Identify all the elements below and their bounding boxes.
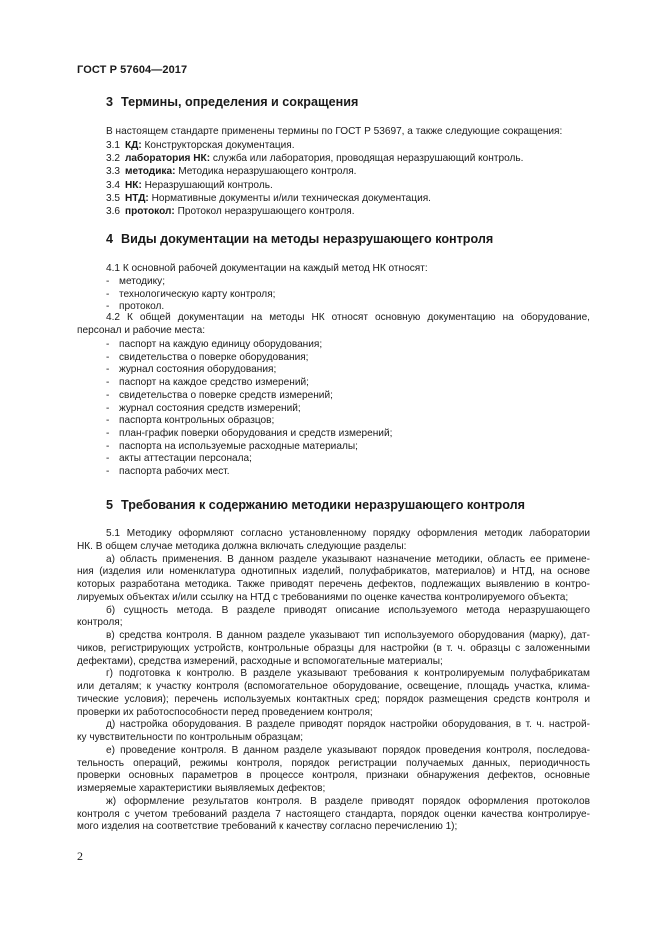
- list-item-text: план-график поверки оборудования и средств измерений;: [119, 427, 393, 439]
- list-item-text: методику;: [119, 276, 166, 287]
- term: лаборатория НК:: [125, 153, 211, 165]
- list-item: [106, 140, 295, 152]
- list-item-text: акты аттестации персонала;: [119, 453, 252, 465]
- text-line: тельность операций, режимы контроля, порядок регистрации получаемых данных, периодичность: [77, 757, 590, 769]
- section-4-title: Виды документации на методы неразрушающего контроля: [121, 232, 494, 246]
- dash-marker: -: [106, 427, 110, 439]
- text-line: е) проведение контроля. В данном разделе указывают порядок проведения контроля, последова-: [106, 744, 590, 756]
- section-3-intro: В настоящем стандарте применены термины по ГОСТ Р 53697, а также следующие сокращения:: [106, 126, 563, 137]
- text-line: НК. В общем случае методика должна включать следующие разделы:: [77, 540, 407, 552]
- term: протокол:: [125, 206, 175, 217]
- text-line: измеряемые характеристики выявляемых дефектов;: [77, 783, 326, 794]
- text-line: контроля;: [77, 617, 123, 629]
- paragraph-4-2-line2: персонал и рабочие места:: [77, 325, 206, 336]
- section-5-title: Требования к содержанию методики неразрушающего контроля: [121, 498, 525, 512]
- item-number: 3.6: [106, 206, 121, 217]
- list-item: [106, 441, 358, 453]
- standard-header: ГОСТ Р 57604—2017: [77, 64, 188, 76]
- text-line: лируемых объектах и/или ссылку на НТД с требованиями по оценке качества контролируемого объекта;: [77, 591, 569, 603]
- list-item: [106, 289, 275, 301]
- item-number: 3.4: [106, 179, 121, 191]
- text-line: дефектами), средства измерений, расходные и вспомогательные материалы;: [77, 655, 443, 667]
- term: НК:: [125, 179, 142, 191]
- item-number: 3.3: [106, 166, 121, 178]
- section-3-number: 3: [106, 95, 114, 109]
- text-line: б) сущность метода. В разделе приводят описание используемого метода неразрушающего: [106, 604, 590, 616]
- list-item-text: паспорт на каждое средство измерений;: [119, 377, 309, 389]
- text-line: ку чувствительности по контрольным образцам;: [77, 732, 304, 743]
- list-item: [106, 415, 274, 427]
- text-line: чиков, регистрирующих устройств, контрольные образцы для настройки (в т. ч. образцы с заложенными: [77, 642, 590, 654]
- item-number: 3.1: [106, 140, 121, 151]
- list-item-text: технологическую карту контроля;: [119, 288, 276, 300]
- dash-marker: -: [106, 402, 110, 414]
- list-item: [106, 180, 273, 192]
- dash-marker: -: [106, 415, 110, 427]
- definition: служба или лаборатория, проводящая неразрушающий контроль.: [210, 153, 524, 165]
- dash-marker: -: [106, 301, 110, 313]
- dash-marker: -: [106, 466, 110, 477]
- section-4-heading: [106, 233, 493, 245]
- section-5-heading: [106, 499, 525, 511]
- list-item-text: паспорта рабочих мест.: [119, 466, 230, 477]
- definition: Конструкторская документация.: [141, 140, 295, 151]
- list-item: [106, 352, 308, 364]
- list-item-text: паспорта контрольных образцов;: [119, 415, 275, 427]
- dash-marker: -: [106, 389, 110, 401]
- text-line: д) настройка оборудования. В разделе приводят порядок настройки оборудования, в т. ч. настрой-: [106, 719, 590, 731]
- term: методика:: [125, 166, 176, 178]
- text-line: г) подготовка к контролю. В разделе указывают требования к контролируемым полуфабрикатам: [106, 668, 590, 680]
- text-line: мого изделия на соответствие требований к качеству согласно перечислению 1);: [77, 821, 458, 833]
- list-item: [106, 428, 392, 440]
- list-item-text: свидетельства о поверке средств измерений;: [119, 389, 333, 401]
- dash-marker: -: [106, 453, 110, 465]
- text-line: контроля с учетом требований раздела 7 настоящего стандарта, порядок оценки качества контролируе-: [77, 808, 590, 820]
- dash-marker: -: [106, 276, 110, 287]
- list-item: [106, 206, 355, 218]
- list-item: [106, 364, 276, 376]
- list-item-text: свидетельства о поверке оборудования;: [119, 351, 309, 363]
- definition: Неразрушающий контроль.: [141, 179, 273, 191]
- term: НТД:: [125, 192, 149, 204]
- text-line: проверки основных параметров в процессе контроля, признаки обнаружения дефектов, основные: [77, 770, 590, 782]
- list-item: [106, 193, 431, 205]
- dash-marker: -: [106, 288, 110, 300]
- section-4-number: 4: [106, 232, 114, 246]
- text-line: ж) оформление результатов контроля. В разделе приводят порядок оформления протоколов: [106, 795, 590, 807]
- text-line: проверки их работоспособности перед проведением контроля;: [77, 706, 373, 718]
- list-item-text: протокол.: [119, 301, 165, 313]
- item-number: 3.2: [106, 153, 121, 165]
- text-line: которых разработана методика. Также приводят перечень дефектов, подлежащих выявлению в контро-: [77, 579, 590, 590]
- list-item: [106, 166, 356, 178]
- page-number: 2: [77, 849, 83, 863]
- text-line: ния (изделия или номенклатура однотипных изделий, полуфабрикатов, материалов) и НТД, на основе: [77, 566, 590, 578]
- dash-marker: -: [106, 364, 110, 376]
- text-line: а) область применения. В данном разделе указывают назначение методики, область ее примене-: [106, 553, 590, 565]
- text-line: 5.1 Методику оформляют согласно установленному порядку оформления методик лаборатории: [106, 528, 590, 539]
- paragraph-4-1: 4.1 К основной рабочей документации на каждый метод НК относят:: [106, 263, 428, 274]
- dash-marker: -: [106, 339, 110, 350]
- list-item: [106, 339, 322, 351]
- definition: Протокол неразрушающего контроля.: [174, 206, 355, 217]
- section-3-heading: [106, 96, 358, 108]
- list-item: [106, 377, 309, 389]
- list-item-text: паспорта на используемые расходные материалы;: [119, 440, 358, 452]
- section-5-number: 5: [106, 498, 114, 512]
- definition: Нормативные документы и/или техническая документация.: [148, 192, 431, 204]
- list-item: [106, 276, 165, 288]
- list-item: [106, 466, 230, 478]
- item-number: 3.5: [106, 192, 121, 204]
- list-item-text: журнал состояния оборудования;: [119, 364, 277, 376]
- list-item-text: журнал состояния средств измерений;: [119, 402, 301, 414]
- section-3-title: Термины, определения и сокращения: [121, 95, 359, 109]
- list-item: [106, 153, 523, 165]
- definition: Методика неразрушающего контроля.: [175, 166, 357, 178]
- list-item-text: паспорт на каждую единицу оборудования;: [119, 339, 323, 350]
- dash-marker: -: [106, 377, 110, 389]
- term: КД:: [125, 140, 142, 151]
- list-item: [106, 390, 333, 402]
- paragraph-4-2-line1: 4.2 К общей документации на методы НК относят основную документацию на оборудование,: [106, 312, 590, 323]
- text-line: тические условия); перечень используемых контактных сред; порядок размещения средств контроля и: [77, 693, 590, 705]
- dash-marker: -: [106, 351, 110, 363]
- list-item: [106, 453, 252, 465]
- text-line: или деталям; к участку контроля (вспомогательное оборудование, освещение, площадь участка, клима-: [77, 681, 590, 692]
- text-line: в) средства контроля. В данном разделе указывают тип используемого оборудования (марку), дат-: [106, 630, 590, 641]
- dash-marker: -: [106, 440, 110, 452]
- list-item: [106, 403, 301, 415]
